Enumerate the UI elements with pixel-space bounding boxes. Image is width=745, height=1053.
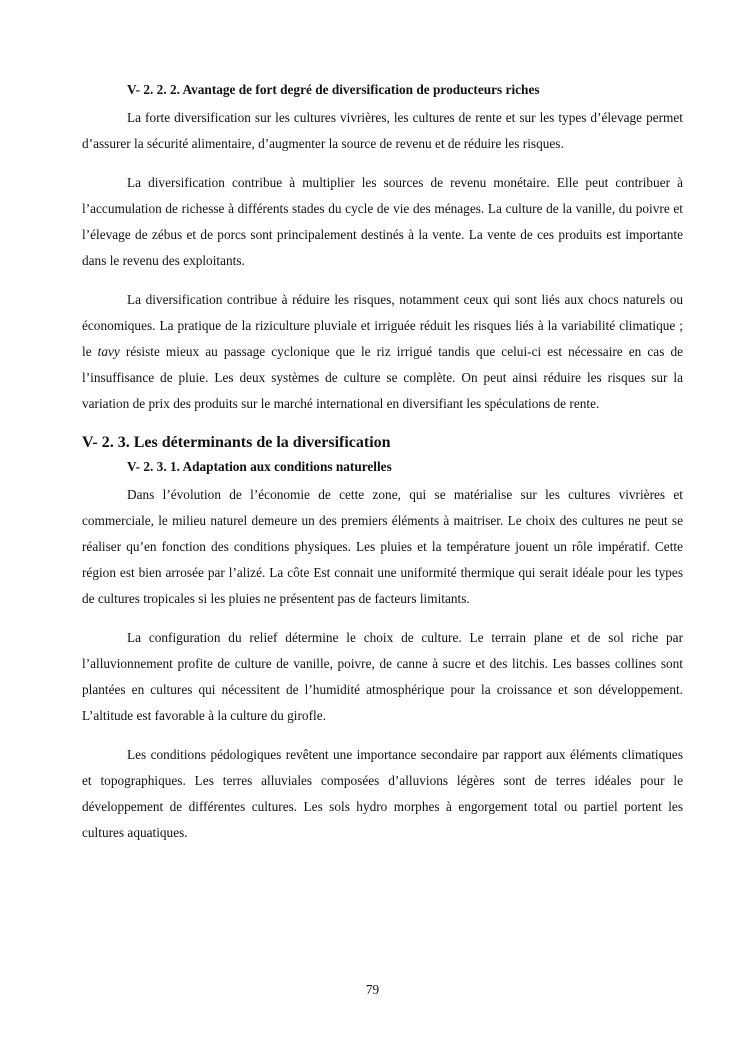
paragraph-monetary-income: La diversification contribue à multiplier les sources de revenu monétaire. Elle peut contribuer à l’accumulation de richesse à différents stades du cycle de vie des ménages. La culture de la vanille, du poivre et l’élevage de zébus et de porcs sont principalement destinés à la vente. La vente de ces produits est importante dans le revenu des exploitants.	[82, 175, 683, 268]
paragraph-risk-reduction-part-a: La diversification contribue à réduire les risques, notamment ceux qui sont liés aux chocs naturels ou économiques. La pratique de la riziculture pluviale et irriguée réduit les risques liés à la variabilité climatique ; le	[82, 292, 683, 359]
page-number: 79	[365, 982, 380, 997]
subsection-heading-v-2-3-1: V- 2. 3. 1. Adaptation aux conditions naturelles	[127, 459, 392, 474]
paragraph-relief-configuration: La configuration du relief détermine le choix de culture. Le terrain plane et de sol riche par l’alluvionnement profite de culture de vanille, poivre, de canne à sucre et des litchis. Les basses collines sont plantées en cultures qui nécessitent de l’humidité atmosphérique pour la croissance et son développement. L’altitude est favorable à la culture du girofle.	[82, 630, 683, 723]
paragraph-risk-reduction	[82, 287, 683, 417]
paragraph-risk-reduction-part-b: résiste mieux au passage cyclonique que le riz irrigué tandis que celui-ci est nécessaire en cas de l’insuffisance de pluie. Les deux systèmes de culture se complète. On peut ainsi réduire les risques sur la variation de prix des produits sur le marché international en diversifiant les spéculations de rente.	[82, 344, 683, 411]
paragraph-diversification-benefits: La forte diversification sur les cultures vivrières, les cultures de rente et sur les types d’élevage permet d’assurer la sécurité alimentaire, d’augmenter la source de revenu et de réduire les risques.	[82, 110, 683, 151]
paragraph-pedological-conditions: Les conditions pédologiques revêtent une importance secondaire par rapport aux éléments climatiques et topographiques. Les terres alluviales composées d’alluvions légères sont de terres idéales pour le développement de différentes cultures. Les sols hydro morphes à engorgement total ou partiel portent les cultures aquatiques.	[82, 747, 683, 840]
section-heading-v-2-3: V- 2. 3. Les déterminants de la diversification	[82, 434, 391, 451]
subsection-heading-v-2-2-2: V- 2. 2. 2. Avantage de fort degré de diversification de producteurs riches	[127, 82, 540, 97]
page-content	[82, 79, 683, 846]
tavy-emphasis: tavy	[97, 344, 120, 359]
paragraph-natural-environment: Dans l’évolution de l’économie de cette zone, qui se matérialise sur les cultures vivrières et commerciale, le milieu naturel demeure un des premiers éléments à maitriser. Le choix des cultures ne peut se réaliser qu’en fonction des conditions physiques. Les pluies et la température jouent un rôle impératif. Cette région est bien arrosée par l’alizé. La côte Est connait une uniformité thermique qui serait idéale pour les types de cultures tropicales si les pluies ne présentent pas de facteurs limitants.	[82, 487, 683, 606]
